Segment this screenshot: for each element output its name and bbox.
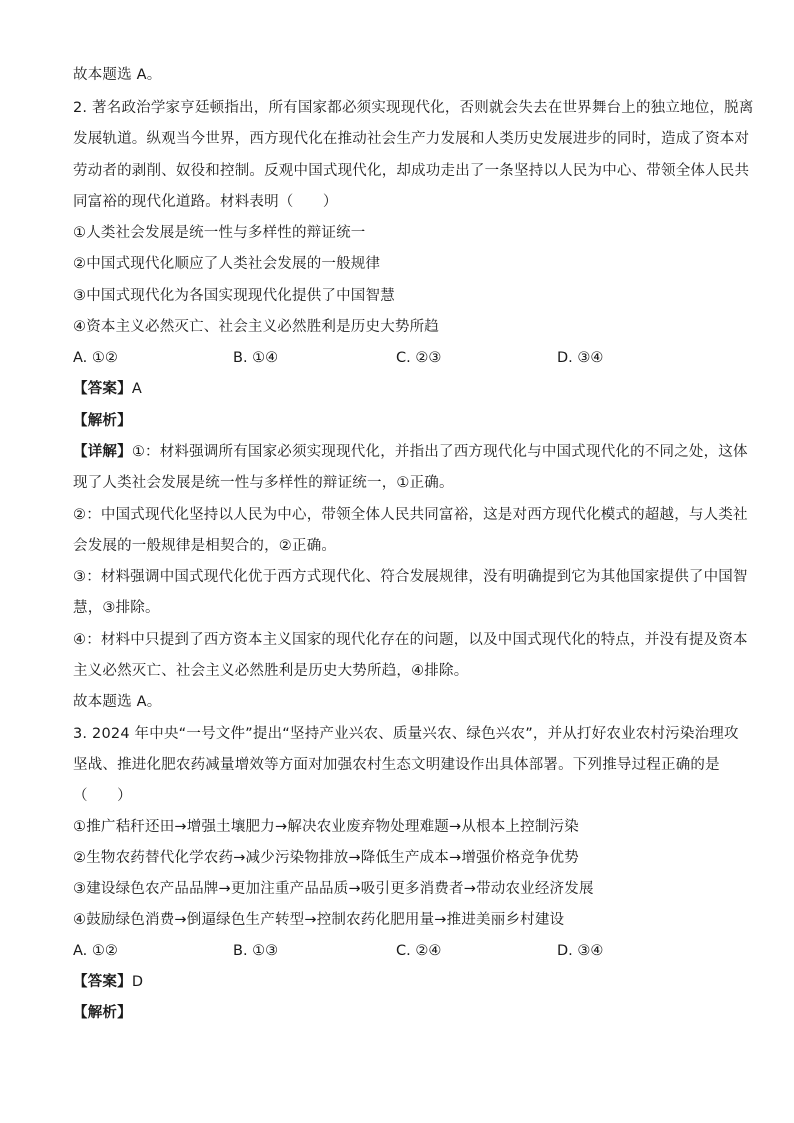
q2-option-b: B. ①④ — [233, 350, 279, 366]
q3-analysis-label: 【解析】 — [73, 1005, 132, 1021]
answer-value: A — [131, 381, 142, 397]
q2-detail-line-4: 会发展的一般规律是相契合的，②正确。 — [73, 538, 337, 554]
q2-statement-2: ②中国式现代化顺应了人类社会发展的一般规律 — [73, 256, 381, 272]
q2-detail-line-5: ③：材料强调中国式现代化优于西方式现代化、符合发展规律，没有明确提到它为其他国家提供了中国智 — [73, 569, 748, 585]
q3-option-c: C. ②④ — [396, 943, 442, 959]
answer-label: 【答案】 — [73, 974, 132, 990]
q3-option-a: A. ①② — [73, 943, 118, 959]
q2-option-a: A. ①② — [73, 350, 118, 366]
q2-detail-line-1 — [73, 443, 748, 461]
q2-option-c: C. ②③ — [396, 350, 442, 366]
q3-statement-2: ②生物农药替代化学农药→减少污染物排放→降低生产成本→增强价格竞争优势 — [73, 850, 579, 866]
q3-answer — [73, 973, 723, 991]
answer-value: D — [131, 974, 144, 990]
q2-answer — [73, 380, 723, 398]
q2-statement-1: ①人类社会发展是统一性与多样性的辩证统一 — [73, 225, 366, 241]
q3-option-d: D. ③④ — [557, 943, 604, 959]
q2-detail-line-3: ②：中国式现代化坚持以人民为中心，带领全体人民共同富裕，这是对西方现代化模式的超越，与人类社 — [73, 507, 748, 523]
q2-detail-line-8: 主义必然灭亡、社会主义必然胜利是历史大势所趋，④排除。 — [73, 663, 469, 679]
q3-option-b: B. ①③ — [233, 943, 279, 959]
q2-statement-4: ④资本主义必然灭亡、社会主义必然胜利是历史大势所趋 — [73, 319, 439, 335]
q2-stem-line-3: 劳动者的剥削、奴役和控制。反观中国式现代化，却成功走出了一条坚持以人民为中心、带领全体人民共 — [73, 163, 750, 179]
q3-statement-3: ③建设绿色农产品品牌→更加注重产品品质→吸引更多消费者→带动农业经济发展 — [73, 881, 594, 897]
q2-stem-line-1: 2. 著名政治学家亨廷顿指出，所有国家都必须实现现代化，否则就会失去在世界舞台上的独立地位，脱离 — [73, 100, 754, 116]
q2-analysis-label: 【解析】 — [73, 413, 132, 429]
q2-stem-line-2: 发展轨道。纵观当今世界，西方现代化在推动社会生产力发展和人类历史发展进步的同时，造成了资本对 — [73, 131, 750, 147]
q2-option-d: D. ③④ — [557, 350, 604, 366]
q3-statement-4: ④鼓励绿色消费→倒逼绿色生产转型→控制农药化肥用量→推进美丽乡村建设 — [73, 912, 565, 928]
q2-conclusion: 故本题选 A。 — [73, 694, 162, 710]
q2-statement-3: ③中国式现代化为各国实现现代化提供了中国智慧 — [73, 288, 395, 304]
q2-detail-line-2: 现了人类社会发展是统一性与多样性的辩证统一，①正确。 — [73, 475, 454, 491]
q2-detail-line-7: ④：材料中只提到了西方资本主义国家的现代化存在的问题，以及中国式现代化的特点，并没有提及资本 — [73, 632, 748, 648]
detail-text: ①：材料强调所有国家必须实现现代化，并指出了西方现代化与中国式现代化的不同之处，这体 — [131, 444, 748, 460]
q2-stem-line-4: 同富裕的现代化道路。材料表明（ ） — [73, 194, 338, 210]
q3-stem-line-1: 3. 2024 年中央“一号文件”提出“坚持产业兴农、质量兴农、绿色兴农”，并从打好农业农村污染治理攻 — [73, 726, 739, 742]
detail-label: 【详解】 — [73, 444, 132, 460]
q3-statement-1: ①推广秸秆还田→增强土壤肥力→解决农业废弃物处理难题→从根本上控制污染 — [73, 819, 579, 835]
q2-detail-line-6: 慧，③排除。 — [73, 600, 160, 616]
conclusion-q1: 故本题选 A。 — [73, 67, 162, 83]
answer-label: 【答案】 — [73, 381, 132, 397]
q3-stem-line-3: （ ） — [73, 788, 132, 804]
q3-stem-line-2: 坚战、推进化肥农药减量增效等方面对加强农村生态文明建设作出具体部署。下列推导过程正确的是 — [73, 757, 720, 773]
